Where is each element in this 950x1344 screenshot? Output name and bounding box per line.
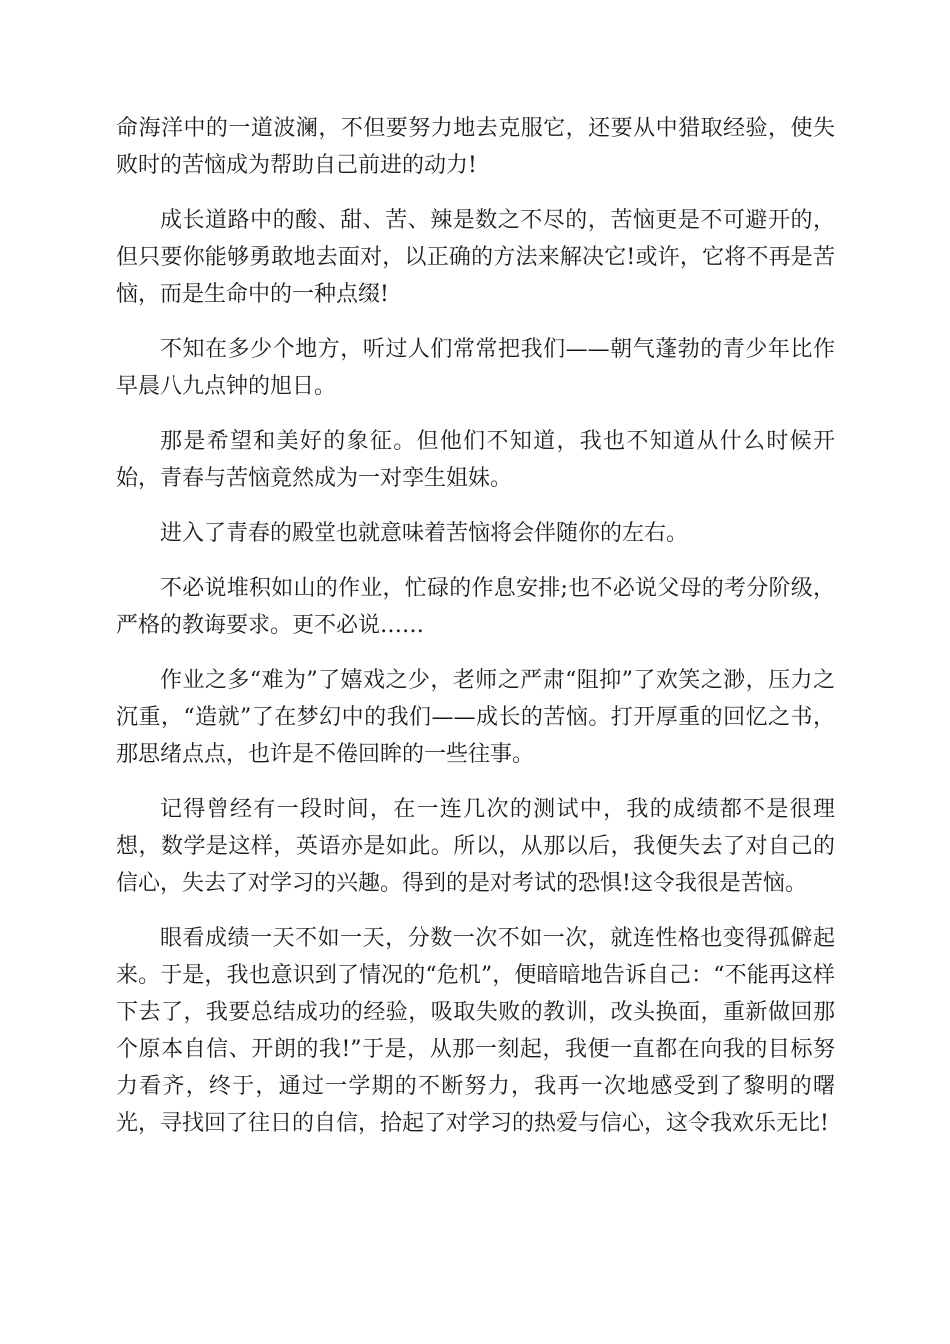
paragraph-9: 眼看成绩一天不如一天，分数一次不如一次，就连性格也变得孤僻起来。于是，我也意识到了情况的“危机”，便暗暗地告诉自己：“不能再这样下去了，我要总结成功的经验，吸取失败的教训，改头换面，重新做回那个原本自信、开朗的我!”于是，从那一刻起，我便一直都在向我的目标努力看齐，终于，通过一学期的不断努力，我再一次地感受到了黎明的曙光，寻找回了往日的自信，拾起了对学习的热爱与信心，这令我欢乐无比! <box>116 926 835 1136</box>
paragraph-4: 那是希望和美好的象征。但他们不知道，我也不知道从什么时候开始，青春与苦恼竟然成为一对孪生姐妹。 <box>116 429 835 491</box>
paragraph-8: 记得曾经有一段时间，在一连几次的测试中，我的成绩都不是很理想，数学是这样，英语亦是如此。所以，从那以后，我便失去了对自己的信心，失去了对学习的兴趣。得到的是对考试的恐惧!这令我很是苦恼。 <box>116 797 835 896</box>
paragraph-7: 作业之多“难为”了嬉戏之少，老师之严肃“阻抑”了欢笑之渺，压力之沉重，“造就”了在梦幻中的我们——成长的苦恼。打开厚重的回忆之书，那思绪点点，也许是不倦回眸的一些往事。 <box>116 668 835 767</box>
paragraph-5: 进入了青春的殿堂也就意味着苦恼将会伴随你的左右。 <box>160 521 689 546</box>
paragraph-2: 成长道路中的酸、甜、苦、辣是数之不尽的，苦恼更是不可避开的，但只要你能够勇敢地去面对，以正确的方法来解决它!或许，它将不再是苦恼，而是生命中的一种点缀! <box>116 208 835 307</box>
paragraph-6: 不必说堆积如山的作业，忙碌的作息安排;也不必说父母的考分阶级，严格的教诲要求。更不必说…… <box>116 576 835 638</box>
paragraph-1: 命海洋中的一道波澜，不但要努力地去克服它，还要从中猎取经验，使失败时的苦恼成为帮助自己前进的动力! <box>116 116 835 178</box>
paragraph-3: 不知在多少个地方，听过人们常常把我们——朝气蓬勃的青少年比作早晨八九点钟的旭日。 <box>116 337 835 399</box>
